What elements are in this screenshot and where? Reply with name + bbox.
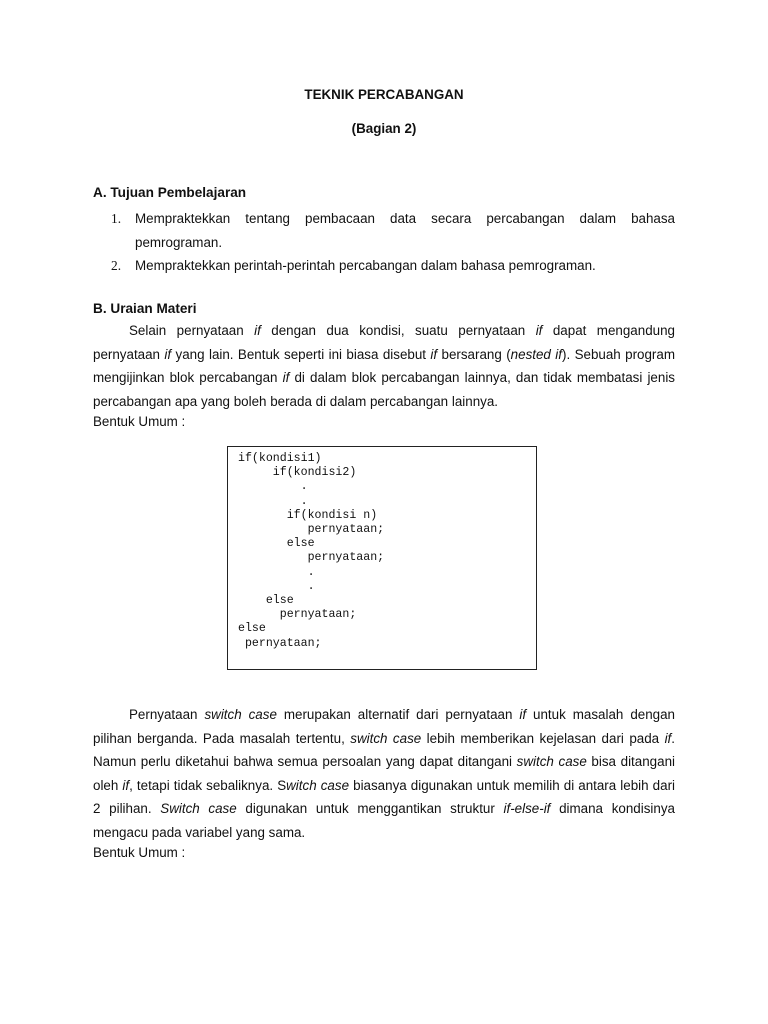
- text-run: Selain pernyataan: [129, 323, 255, 338]
- text-run: dapat mengandung pernyataan: [93, 323, 675, 362]
- general-form-label: Bentuk Umum :: [93, 414, 186, 429]
- page-subtitle: (Bagian 2): [351, 121, 417, 136]
- italic-term: if: [164, 346, 172, 362]
- italic-term: if-else-if: [503, 801, 551, 816]
- text-run: digunakan untuk menggantikan struktur: [236, 801, 504, 816]
- italic-term: nested if: [510, 346, 562, 362]
- text-run: bisa ditangani oleh: [93, 754, 675, 793]
- italic-term: switch case: [516, 754, 587, 769]
- list-item-number: 2.: [111, 258, 122, 273]
- section-b-heading: B. Uraian Materi: [93, 301, 197, 316]
- page-title: TEKNIK PERCABANGAN: [304, 87, 464, 102]
- italic-term: switch case: [350, 730, 422, 746]
- italic-term: Switch case: [160, 801, 237, 816]
- text-run: yang lain. Bentuk seperti ini biasa disebut: [171, 346, 431, 362]
- list-item-number: 1.: [111, 211, 122, 226]
- italic-term: if: [535, 323, 543, 338]
- text-run: Pernyataan: [129, 707, 205, 722]
- text-run: merupakan alternatif dari pernyataan: [276, 707, 520, 722]
- text-run: biasanya digunakan untuk memilih di antara lebih dari 2 pilihan.: [93, 777, 676, 816]
- text-run: dimana kondisinya mengacu pada variabel yang sama.: [93, 801, 675, 840]
- code-listing: if(kondisi1) if(kondisi2) . . if(kondisi n) pernyataan; else pernyataan; . . else pernyataan; else pernyataan;: [238, 452, 385, 650]
- list-item-text: Mempraktekkan perintah-perintah percabangan dalam bahasa pemrograman.: [135, 258, 596, 273]
- general-form-label: Bentuk Umum :: [93, 845, 186, 860]
- objectives-list: [93, 207, 675, 278]
- italic-term: if: [430, 346, 438, 362]
- italic-term: switch case: [204, 707, 277, 722]
- text-run: bersarang (: [437, 346, 511, 362]
- code-box-nested-if: [227, 446, 537, 670]
- text-run: dengan dua kondisi, suatu pernyataan: [260, 323, 536, 338]
- italic-term: if: [282, 370, 290, 385]
- paragraph-switch-case: [93, 703, 675, 844]
- italic-term: if: [519, 707, 527, 722]
- text-run: ). Sebuah program mengijinkan blok percabangan: [93, 346, 675, 385]
- italic-term: if: [122, 777, 130, 793]
- italic-term: if: [254, 323, 261, 338]
- list-item-text: Mempraktekkan tentang pembacaan data secara percabangan dalam bahasa pemrograman.: [135, 211, 675, 250]
- text-run: lebih memberikan kejelasan dari pada: [421, 730, 665, 746]
- paragraph-nested-if: [93, 319, 675, 413]
- list-item: [93, 207, 675, 254]
- text-run: untuk masalah dengan pilihan berganda. Pada masalah tertentu,: [93, 707, 675, 746]
- section-a-heading: A. Tujuan Pembelajaran: [93, 185, 247, 200]
- italic-term: if: [664, 730, 672, 746]
- italic-term: witch case: [286, 777, 350, 793]
- list-item: [93, 254, 675, 278]
- text-run: , tetapi tidak sebaliknya. S: [129, 777, 287, 793]
- text-run: di dalam blok percabangan lainnya, dan tidak membatasi jenis percabangan apa yang boleh berada di dalam percabangan lainnya.: [93, 370, 675, 409]
- text-run: . Namun perlu diketahui bahwa semua persoalan yang dapat ditangani: [93, 730, 675, 769]
